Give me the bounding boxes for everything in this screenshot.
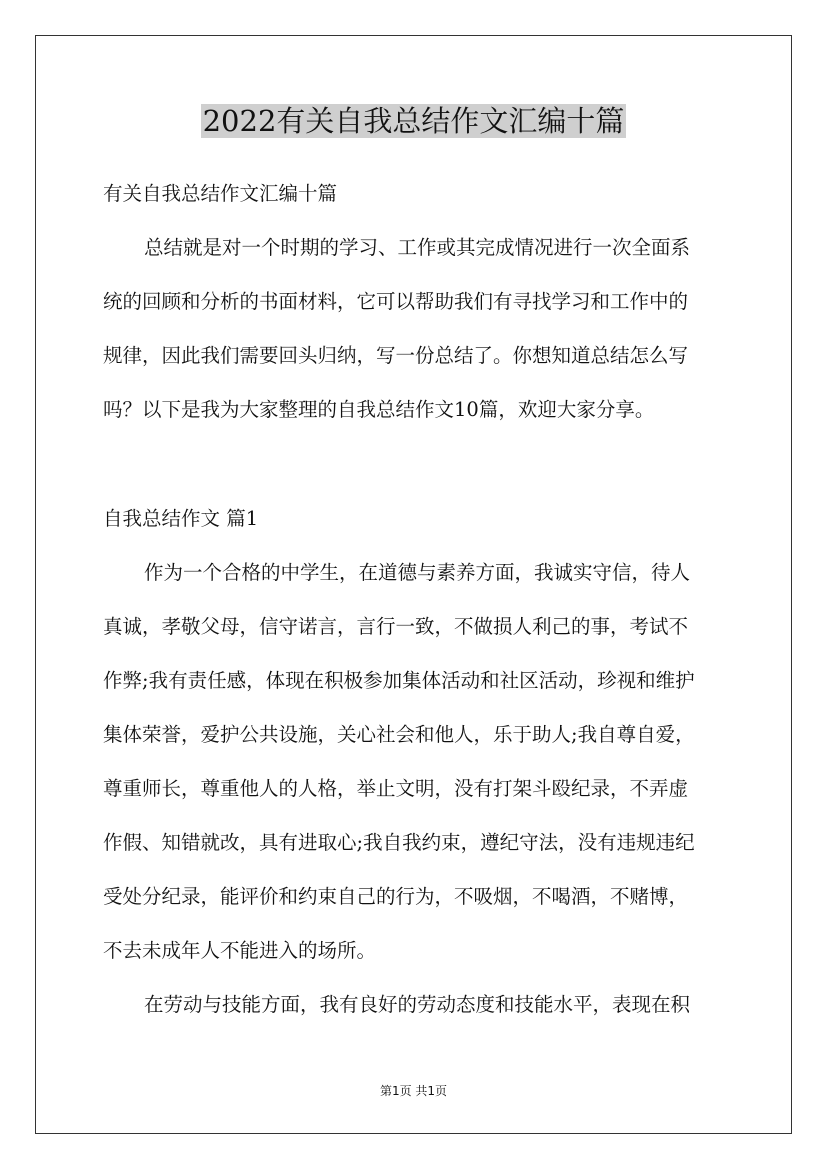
section1-line-8: 不去未成年人不能进入的场所。 bbox=[103, 939, 377, 962]
section1-line-6: 作假、知错就改，具有进取心;我自我约束，遵纪守法，没有违规违纪 bbox=[103, 831, 695, 854]
intro-line-4: 吗？以下是我为大家整理的自我总结作文10篇，欢迎大家分享。 bbox=[103, 398, 655, 421]
intro-line-2: 统的回顾和分析的书面材料，它可以帮助我们有寻找学习和工作中的 bbox=[103, 290, 689, 313]
section1-line-7: 受处分纪录，能评价和约束自己的行为，不吸烟，不喝酒，不赌博， bbox=[103, 885, 689, 908]
section1-line-3: 作弊;我有责任感，体现在积极参加集体活动和社区活动，珍视和维护 bbox=[103, 669, 695, 692]
document-title-text: 2022有关自我总结作文汇编十篇 bbox=[202, 104, 625, 138]
intro-line-1: 总结就是对一个时期的学习、工作或其完成情况进行一次全面系 bbox=[144, 236, 691, 259]
section1-line-4: 集体荣誉，爱护公共设施，关心社会和他人，乐于助人;我自尊自爱， bbox=[103, 723, 695, 746]
page-number-footer: 第1页 共1页 bbox=[379, 1084, 448, 1098]
section-heading: 自我总结作文 篇1 bbox=[103, 507, 259, 530]
section1-paragraph2-line: 在劳动与技能方面，我有良好的劳动态度和技能水平，表现在积 bbox=[144, 993, 691, 1016]
intro-line-3: 规律，因此我们需要回头归纳，写一份总结了。你想知道总结怎么写 bbox=[103, 344, 689, 367]
section1-line-2: 真诚，孝敬父母，信守诺言，言行一致，不做损人利己的事，考试不 bbox=[103, 615, 689, 638]
section1-line-1: 作为一个合格的中学生，在道德与素养方面，我诚实守信，待人 bbox=[144, 561, 691, 584]
document-subtitle: 有关自我总结作文汇编十篇 bbox=[103, 182, 338, 205]
section1-line-5: 尊重师长，尊重他人的人格，举止文明，没有打架斗殴纪录，不弄虚 bbox=[103, 777, 689, 800]
document-title bbox=[0, 101, 827, 141]
